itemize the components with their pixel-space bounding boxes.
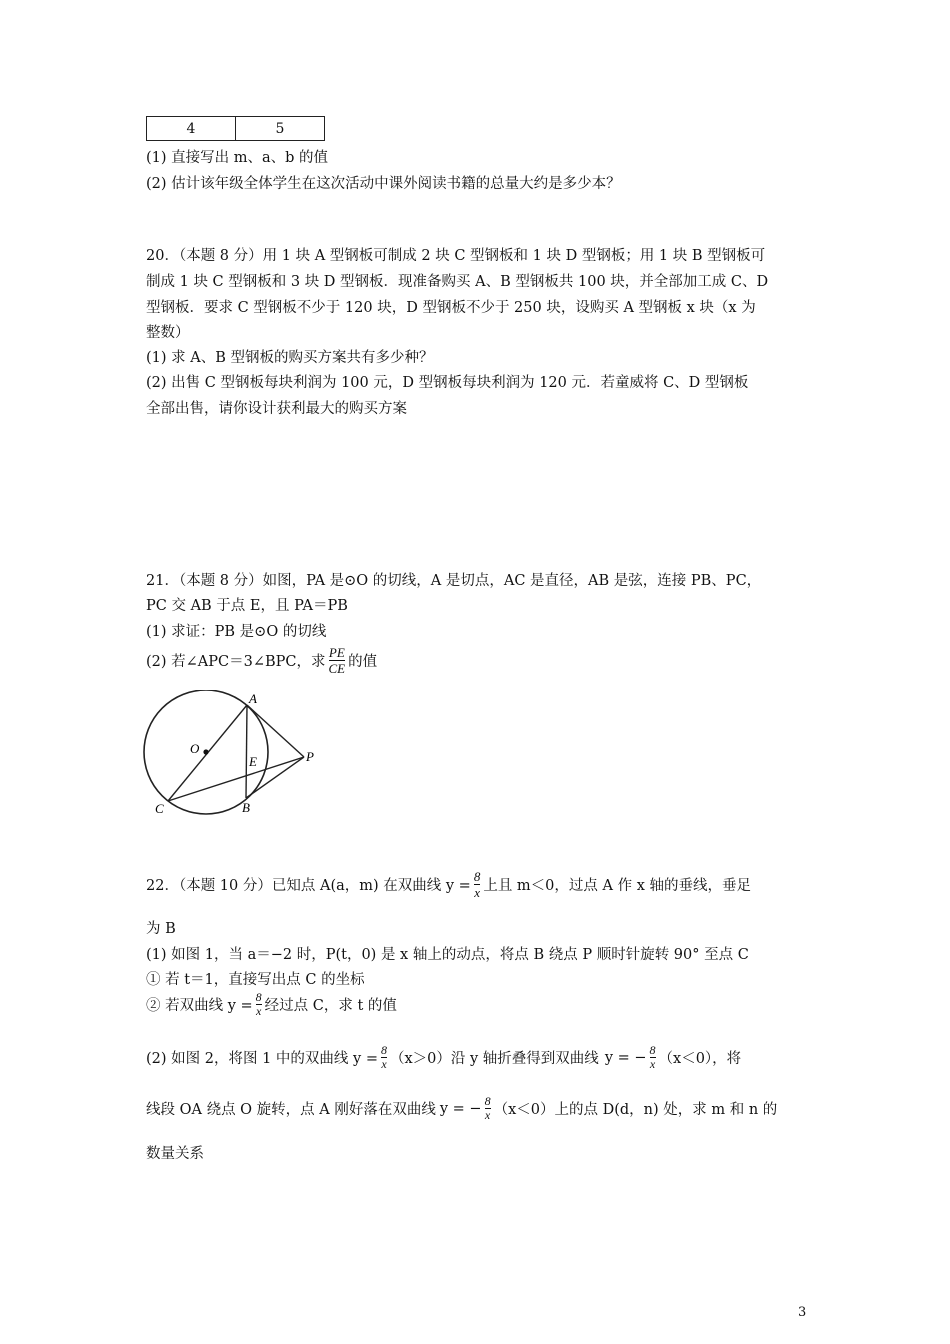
- q22-item2-pre: (2) 如图 2，将图 1 中的双曲线 y =: [146, 1051, 378, 1067]
- q22-fraction: [650, 1044, 656, 1071]
- q22-neg-y: y = −: [439, 1100, 482, 1117]
- fraction-denominator: x: [484, 1108, 491, 1122]
- q22-neg-y: y = −: [604, 1049, 647, 1066]
- q22-line-last-post: （x＜0）上的点 D(d，n) 处，求 m 和 n 的: [493, 1102, 778, 1118]
- q21-item2-pre: (2) 若∠APC＝3∠BPC，求: [146, 654, 326, 670]
- label-c: C: [155, 801, 164, 816]
- q20-item2b: 全部出售，请你设计获利最大的购买方案: [146, 401, 407, 417]
- fraction-numerator: 8: [484, 1094, 491, 1108]
- fraction-denominator: x: [649, 1057, 656, 1071]
- q21-line2: PC 交 AB 于点 E，且 PA＝PB: [146, 598, 348, 614]
- q19-item1: (1) 直接写出 m、a、b 的值: [146, 150, 329, 166]
- table-row: [147, 117, 325, 141]
- q22-sub2-pre: ② 若双曲线 y =: [146, 998, 253, 1014]
- label-a: A: [249, 691, 257, 706]
- q22-line1-post: 上且 m＜0，过点 A 作 x 轴的垂线，垂足: [483, 878, 751, 894]
- data-table: [146, 116, 325, 141]
- q21-item2: [146, 645, 377, 676]
- q19-item2: (2) 估计该年级全体学生在这次活动中课外阅读书籍的总量大约是多少本？: [146, 176, 621, 192]
- table-cell: 4: [147, 117, 236, 141]
- q21-fraction: [329, 645, 346, 676]
- page-number: 3: [798, 1305, 807, 1320]
- q22-fraction: [381, 1044, 387, 1071]
- label-p: P: [306, 749, 314, 764]
- segment-ab: [246, 705, 247, 798]
- q21-line1: 21．（本题 8 分）如图，PA 是⊙O 的切线，A 是切点，AC 是直径，AB 是弦，连接 PB、PC，: [146, 573, 762, 589]
- q22-line-final: 数量关系: [146, 1146, 204, 1162]
- label-b: B: [242, 800, 250, 815]
- center-point: [203, 749, 208, 754]
- fraction-numerator: 8: [473, 869, 481, 884]
- q22-line2: 为 B: [146, 921, 176, 937]
- fraction-numerator: 8: [649, 1043, 656, 1057]
- fraction-numerator: 8: [381, 1043, 387, 1057]
- q22-fraction: [474, 869, 481, 900]
- q22-line1: [146, 869, 751, 900]
- segment-pc: [168, 757, 304, 801]
- q20-line2: 制成 1 块 C 型钢板和 3 块 D 型钢板．现准备购买 A、B 型钢板共 100 块，并全部加工成 C、D: [146, 274, 769, 290]
- q20-line3: 型钢板．要求 C 型钢板不少于 120 块，D 型钢板不少于 250 块，设购买 A 型钢板 x 块（x 为: [146, 300, 756, 316]
- q22-sub2-post: 经过点 C，求 t 的值: [264, 998, 397, 1014]
- q20-item2a: (2) 出售 C 型钢板每块利润为 100 元，D 型钢板每块利润为 120 元．若童威将 C、D 型钢板: [146, 375, 749, 391]
- q21-item1: (1) 求证：PB 是⊙O 的切线: [146, 624, 327, 640]
- q20-line4: 整数）: [146, 325, 190, 341]
- segment-pa: [247, 705, 304, 757]
- label-e: E: [249, 754, 257, 769]
- circle-tangent-figure: [138, 690, 328, 818]
- q21-item2-post: 的值: [348, 654, 378, 670]
- table-cell: 5: [236, 117, 325, 141]
- q22-fraction: [256, 991, 262, 1018]
- q22-sub1: ① 若 t＝1，直接写出点 C 的坐标: [146, 972, 365, 988]
- q22-item2: [146, 1044, 741, 1071]
- q22-fraction: [485, 1095, 491, 1122]
- q22-item2-mid2: （x＜0），将: [658, 1051, 742, 1067]
- fraction-denominator: x: [256, 1004, 262, 1018]
- fraction-numerator: 8: [255, 990, 262, 1004]
- q22-item1: (1) 如图 1，当 a＝−2 时，P(t，0) 是 x 轴上的动点，将点 B 绕点 P 顺时针旋转 90° 至点 C: [146, 947, 749, 963]
- q22-line-last-pre: 线段 OA 绕点 O 旋转，点 A 刚好落在双曲线: [146, 1102, 436, 1118]
- q22-line-last: [146, 1095, 777, 1122]
- q22-sub2: [146, 991, 397, 1018]
- fraction-denominator: CE: [328, 661, 346, 676]
- fraction-numerator: PE: [328, 645, 345, 660]
- fraction-denominator: x: [381, 1057, 387, 1071]
- q20-item1: (1) 求 A、B 型钢板的购买方案共有多少种？: [146, 350, 434, 366]
- q22-line1-pre: 22．（本题 10 分）已知点 A(a，m) 在双曲线 y =: [146, 878, 471, 894]
- label-o: O: [190, 741, 200, 756]
- q20-line1: 20．（本题 8 分）用 1 块 A 型钢板可制成 2 块 C 型钢板和 1 块 D 型钢板；用 1 块 B 型钢板可: [146, 248, 766, 264]
- fraction-denominator: x: [474, 885, 480, 900]
- q22-item2-mid1: （x＞0）沿 y 轴折叠得到双曲线: [390, 1051, 599, 1067]
